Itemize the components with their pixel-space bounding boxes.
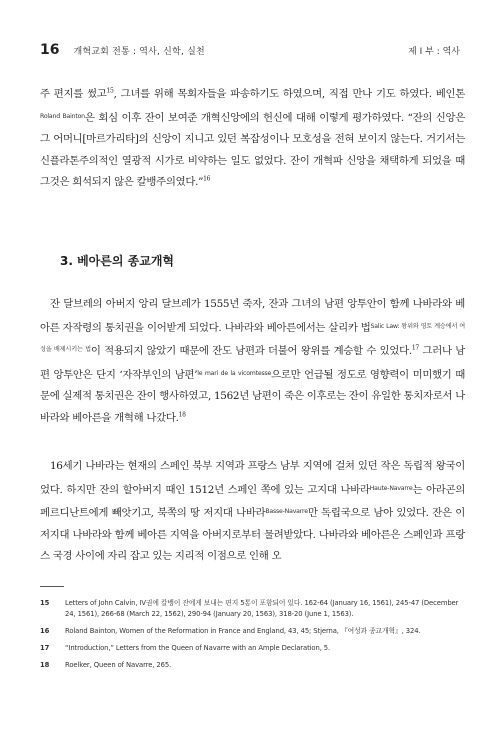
- text-run: 이 적용되지 않았기 때문에 잔도 남편과 더불어 왕위를 계승할 수 있었다.: [90, 345, 412, 357]
- footnote-text: Roelker, Queen of Navarre, 265.: [65, 661, 172, 669]
- paragraph-3: [40, 456, 465, 568]
- footnote-number: 17: [40, 644, 50, 652]
- gloss-basse-navarre: Basse-Navarre: [265, 508, 308, 515]
- paragraph-2: [40, 294, 465, 429]
- running-header: [40, 38, 460, 62]
- text-run: 은 회심 이후 잔이 보여준 개혁신앙에의 헌신에 대해 이렇게 평가하였다. “잔의 신앙은 그 어머니[마르가리타]의 신앙이 지니고 있던 복잡성이나 모호성을 전혀 보이지 않는다. 거기서는 신플라톤주의적인 열광적 시가로 비약하는 일도 없었다. 잔이 개혁파 신앙을 채택하게 되었을 때 그것은 희석되지 않은 칼뱅주의였다.”: [40, 111, 465, 188]
- section-heading: 3. 베아른의 종교개혁: [60, 254, 175, 268]
- page-number: 16: [40, 42, 60, 58]
- footnote-text: “Introduction,” Letters from the Queen of Navarre with an Ample Declaration, 5.: [65, 644, 331, 652]
- footnote-number: 16: [40, 627, 50, 635]
- gloss-le-mari: le mari de la vicomtesse: [197, 369, 272, 377]
- footnote-item: [40, 626, 465, 637]
- footnote-text: Roland Bainton, Women of the Reformation in France and England, 43, 45; Stjerna, 『여성과 종교개혁』, 324.: [65, 627, 421, 635]
- text-run: , 그녀를 위해 목회자들을 파송하기도 하였으며, 직접 만나 기도 하였다. 베인톤: [113, 88, 465, 100]
- text-run: 으로만 언급될 정도로 영향력이 미미했기 때문에 실제적 통치권은 잔이 행사하였고, 1562년 남편이 죽은 이후로는 잔이 유일한 통치자로서 나바라와 베아른을 개혁해 나갔다.: [40, 368, 465, 424]
- footnote-item: [40, 660, 465, 671]
- gloss-roland-bainton: Roland Bainton: [40, 112, 85, 120]
- footnote-ref-18: 18: [178, 411, 186, 419]
- text-run: 16세기 나바라는 현재의 스페인 북부 지역과 프랑스 남부 지역에 걸쳐 있던 작은 독립적 왕국이었다. 하지만 잔의 할아버지 때인 1512년 스페인 쪽에 있는 고지대 나바라: [40, 460, 465, 496]
- text-run: 는 아라곤의 페르디난트에게 빼앗기고, 북쪽의 땅 저지대 나바라: [40, 483, 465, 519]
- footnote-ref-15: 15: [106, 87, 114, 95]
- footnote-number: 18: [40, 661, 50, 669]
- text-run: 주 편지를 썼고: [40, 88, 107, 100]
- footnote-ref-16: 16: [203, 175, 211, 183]
- paragraph-1: [40, 84, 465, 194]
- footnote-text: Letters of John Calvin, IV권에 칼뱅이 잔에게 보내는 편지 5통이 포함되어 있다. 162-64 (January 16, 1561), 245-47 (December 24, 1561), 266-68 (March 22, 1562), 290-94 (January 20, 1563), 318-20 (June 1, 1563).: [65, 599, 459, 618]
- part-title: 제 I 부 : 역사: [408, 46, 460, 57]
- gloss-salic-law: Salic Law: 왕위와 영토 계승에서 여성을 배제시키는 법: [40, 322, 465, 353]
- text-run: 그러나 남편 앙투안은 단지 ‘자작부인의 남편’: [40, 345, 465, 381]
- text-run: 잔 달브레의 아버지 앙리 달브레가 1555년 죽자, 잔과 그녀의 남편 앙투안이 함께 나바라와 베아른 자작령의 통치권을 이어받게 되었다. 나바라와 베아른에서는 살리카 법: [40, 298, 465, 334]
- footnote-item: [40, 598, 465, 620]
- footnotes: [40, 598, 465, 677]
- footnote-ref-17: 17: [411, 344, 419, 352]
- footnote-number: 15: [40, 599, 50, 607]
- text-run: 만 독립국으로 남아 있었다. 잔은 이 저지대 나바라와 함께 베아른 지역을 아버지로부터 물려받았다. 나바라와 베아른은 스페인과 프랑스 국경 사이에 자리 잡고 있는 지리적 이점으로 인해 오: [40, 507, 466, 562]
- book-title: 개혁교회 전통 : 역사, 신학, 실천: [73, 46, 205, 57]
- footnote-divider: [40, 586, 64, 587]
- gloss-haute-navarre: Haute-Navarre: [369, 484, 413, 492]
- footnote-item: [40, 643, 465, 654]
